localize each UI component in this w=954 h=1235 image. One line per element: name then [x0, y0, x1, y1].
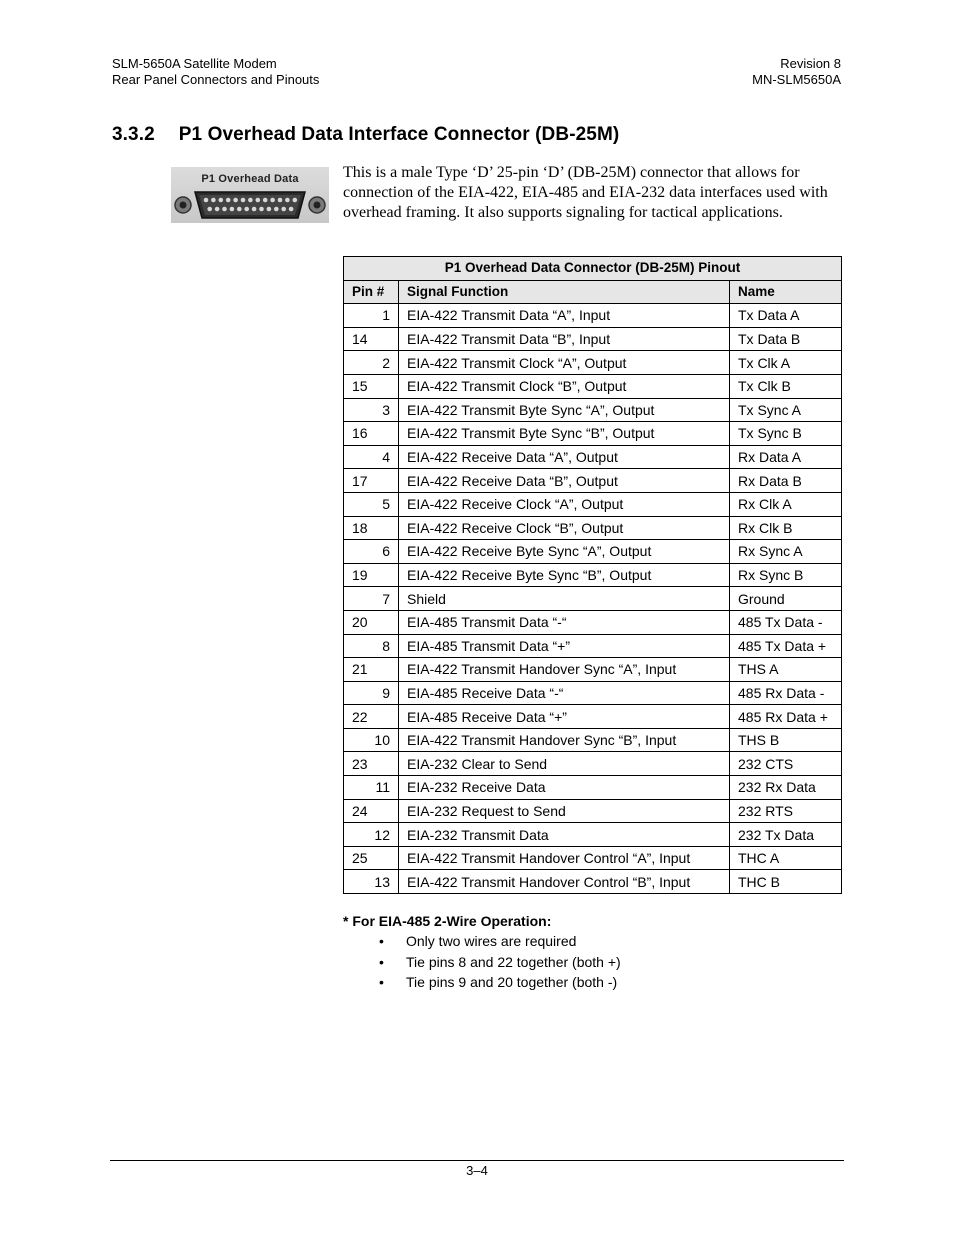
pin-cell: 23: [344, 752, 399, 776]
connector-pin: [252, 207, 257, 212]
header-manual-number: MN-SLM5650A: [752, 72, 841, 87]
pin-cell: 10: [344, 728, 399, 752]
list-item: [343, 972, 621, 993]
signal-name-cell: 485 Rx Data +: [730, 705, 842, 729]
connector-pin: [222, 207, 227, 212]
signal-function-cell: EIA-422 Transmit Byte Sync “A”, Output: [399, 398, 730, 422]
signal-function-cell: EIA-422 Transmit Byte Sync “B”, Output: [399, 422, 730, 446]
connector-pin: [204, 198, 209, 203]
connector-pin: [219, 198, 224, 203]
pin-cell: 20: [344, 610, 399, 634]
table-row: [344, 563, 842, 587]
connector-pin: [244, 207, 249, 212]
signal-function-cell: EIA-422 Receive Data “A”, Output: [399, 445, 730, 469]
signal-name-cell: 232 CTS: [730, 752, 842, 776]
running-header-right: [752, 56, 841, 88]
signal-function-cell: EIA-422 Receive Byte Sync “B”, Output: [399, 563, 730, 587]
notes-block: [343, 913, 621, 993]
table-row: [344, 587, 842, 611]
table-row: [344, 776, 842, 800]
signal-name-cell: Tx Clk A: [730, 351, 842, 375]
signal-function-cell: EIA-422 Transmit Data “A”, Input: [399, 304, 730, 328]
pin-cell: 22: [344, 705, 399, 729]
connector-pin: [293, 198, 298, 203]
signal-function-cell: EIA-232 Receive Data: [399, 776, 730, 800]
signal-name-cell: Tx Data A: [730, 304, 842, 328]
table-row: [344, 705, 842, 729]
connector-pin: [289, 207, 294, 212]
table-row: [344, 516, 842, 540]
connector-pin: [237, 207, 242, 212]
db25-connector-icon: [171, 167, 329, 223]
footer-divider: [110, 1160, 844, 1161]
connector-photo: [171, 167, 329, 223]
pin-cell: 4: [344, 445, 399, 469]
list-item-text: Only two wires are required: [406, 933, 577, 949]
signal-function-cell: EIA-422 Receive Clock “A”, Output: [399, 492, 730, 516]
signal-function-cell: EIA-422 Receive Byte Sync “A”, Output: [399, 540, 730, 564]
connector-pin: [211, 198, 216, 203]
signal-name-cell: Tx Data B: [730, 327, 842, 351]
pinout-table-body: [344, 304, 842, 894]
running-header-left: [112, 56, 319, 88]
list-item: [343, 952, 621, 973]
pin-cell: 3: [344, 398, 399, 422]
signal-name-cell: 232 Tx Data: [730, 823, 842, 847]
header-chapter-title: Rear Panel Connectors and Pinouts: [112, 72, 320, 87]
signal-name-cell: Rx Clk A: [730, 492, 842, 516]
page-number: 3–4: [466, 1163, 488, 1178]
signal-function-cell: EIA-422 Transmit Clock “A”, Output: [399, 351, 730, 375]
table-row: [344, 492, 842, 516]
table-row: [344, 540, 842, 564]
signal-function-cell: EIA-422 Transmit Handover Control “A”, Input: [399, 846, 730, 870]
signal-function-cell: EIA-232 Clear to Send: [399, 752, 730, 776]
signal-name-cell: 232 RTS: [730, 799, 842, 823]
signal-name-cell: Rx Sync B: [730, 563, 842, 587]
connector-pin: [267, 207, 272, 212]
signal-function-cell: Shield: [399, 587, 730, 611]
notes-list: [343, 931, 621, 993]
signal-function-cell: EIA-485 Receive Data “+”: [399, 705, 730, 729]
section-number: 3.3.2: [112, 124, 155, 145]
column-header-name: Name: [730, 280, 842, 304]
pin-cell: 14: [344, 327, 399, 351]
signal-name-cell: 485 Tx Data +: [730, 634, 842, 658]
signal-function-cell: EIA-232 Request to Send: [399, 799, 730, 823]
signal-function-cell: EIA-422 Transmit Handover Control “B”, Input: [399, 870, 730, 894]
header-revision: Revision 8: [780, 56, 841, 71]
connector-pin: [215, 207, 220, 212]
signal-function-cell: EIA-422 Receive Data “B”, Output: [399, 469, 730, 493]
table-row: [344, 327, 842, 351]
table-row: [344, 445, 842, 469]
table-row: [344, 304, 842, 328]
column-header-signal-function: Signal Function: [399, 280, 730, 304]
connector-pin: [270, 198, 275, 203]
table-row: [344, 823, 842, 847]
signal-name-cell: Rx Data B: [730, 469, 842, 493]
pin-cell: 17: [344, 469, 399, 493]
signal-function-cell: EIA-422 Transmit Handover Sync “A”, Input: [399, 658, 730, 682]
connector-pin: [241, 198, 246, 203]
table-row: [344, 469, 842, 493]
connector-pin: [278, 198, 283, 203]
list-item: [343, 931, 621, 952]
pin-cell: 12: [344, 823, 399, 847]
signal-name-cell: Rx Clk B: [730, 516, 842, 540]
pin-cell: 19: [344, 563, 399, 587]
signal-function-cell: EIA-485 Receive Data “-“: [399, 681, 730, 705]
table-row: [344, 374, 842, 398]
connector-pin: [226, 198, 231, 203]
pin-cell: 24: [344, 799, 399, 823]
bullet-icon: •: [379, 953, 384, 970]
list-item-text: Tie pins 8 and 22 together (both +): [406, 953, 621, 970]
list-item-text: Tie pins 9 and 20 together (both -): [406, 974, 618, 990]
signal-name-cell: THC A: [730, 846, 842, 870]
signal-name-cell: THS B: [730, 728, 842, 752]
signal-function-cell: EIA-422 Receive Clock “B”, Output: [399, 516, 730, 540]
connector-pin: [233, 198, 238, 203]
connector-photo-label: P1 Overhead Data: [201, 173, 299, 185]
table-row: [344, 728, 842, 752]
connector-pin: [281, 207, 286, 212]
signal-name-cell: 232 Rx Data: [730, 776, 842, 800]
table-row: [344, 610, 842, 634]
connector-pin: [259, 207, 264, 212]
bullet-icon: •: [379, 974, 384, 990]
table-row: [344, 799, 842, 823]
pin-cell: 18: [344, 516, 399, 540]
connector-pin: [263, 198, 268, 203]
table-row: [344, 846, 842, 870]
pin-cell: 9: [344, 681, 399, 705]
pinout-table: [343, 256, 842, 894]
pin-cell: 2: [344, 351, 399, 375]
pin-cell: 6: [344, 540, 399, 564]
signal-name-cell: Tx Sync A: [730, 398, 842, 422]
signal-function-cell: EIA-422 Transmit Clock “B”, Output: [399, 374, 730, 398]
pin-cell: 15: [344, 374, 399, 398]
table-row: [344, 681, 842, 705]
intro-paragraph: This is a male Type ‘D’ 25-pin ‘D’ (DB-25M) connector that allows for connection of the EIA-422, EIA-485 and EIA-232 data interfaces used with overhead framing. It also supports signaling for tactical applications.: [343, 164, 828, 221]
signal-name-cell: THS A: [730, 658, 842, 682]
pin-cell: 8: [344, 634, 399, 658]
table-row: [344, 658, 842, 682]
header-doc-title: SLM-5650A Satellite Modem: [112, 56, 277, 71]
signal-name-cell: Ground: [730, 587, 842, 611]
signal-function-cell: EIA-232 Transmit Data: [399, 823, 730, 847]
pin-cell: 13: [344, 870, 399, 894]
column-header-pin: Pin #: [344, 280, 399, 304]
table-row: [344, 422, 842, 446]
table-row: [344, 398, 842, 422]
signal-function-cell: EIA-422 Transmit Data “B”, Input: [399, 327, 730, 351]
signal-name-cell: Rx Data A: [730, 445, 842, 469]
pin-cell: 25: [344, 846, 399, 870]
connector-pin: [248, 198, 253, 203]
pin-cell: 5: [344, 492, 399, 516]
section-title: P1 Overhead Data Interface Connector (DB-25M): [178, 124, 620, 145]
pin-cell: 1: [344, 304, 399, 328]
pin-cell: 11: [344, 776, 399, 800]
table-row: [344, 634, 842, 658]
pin-cell: 21: [344, 658, 399, 682]
connector-pin: [207, 207, 212, 212]
signal-name-cell: Tx Sync B: [730, 422, 842, 446]
signal-name-cell: 485 Tx Data -: [730, 610, 842, 634]
connector-pin: [230, 207, 235, 212]
table-row: [344, 752, 842, 776]
signal-name-cell: THC B: [730, 870, 842, 894]
signal-name-cell: Tx Clk B: [730, 374, 842, 398]
table-row: [344, 351, 842, 375]
pin-cell: 7: [344, 587, 399, 611]
signal-name-cell: 485 Rx Data -: [730, 681, 842, 705]
connector-pin: [256, 198, 261, 203]
signal-function-cell: EIA-485 Transmit Data “+”: [399, 634, 730, 658]
connector-pin: [274, 207, 279, 212]
table-row: [344, 870, 842, 894]
connector-pin: [285, 198, 290, 203]
signal-function-cell: EIA-485 Transmit Data “-“: [399, 610, 730, 634]
signal-name-cell: Rx Sync A: [730, 540, 842, 564]
notes-title: * For EIA-485 2-Wire Operation:: [343, 913, 552, 929]
section-heading: [112, 124, 619, 146]
table-caption: P1 Overhead Data Connector (DB-25M) Pinout: [344, 257, 842, 281]
pin-cell: 16: [344, 422, 399, 446]
bullet-icon: •: [379, 933, 384, 949]
signal-function-cell: EIA-422 Transmit Handover Sync “B”, Input: [399, 728, 730, 752]
